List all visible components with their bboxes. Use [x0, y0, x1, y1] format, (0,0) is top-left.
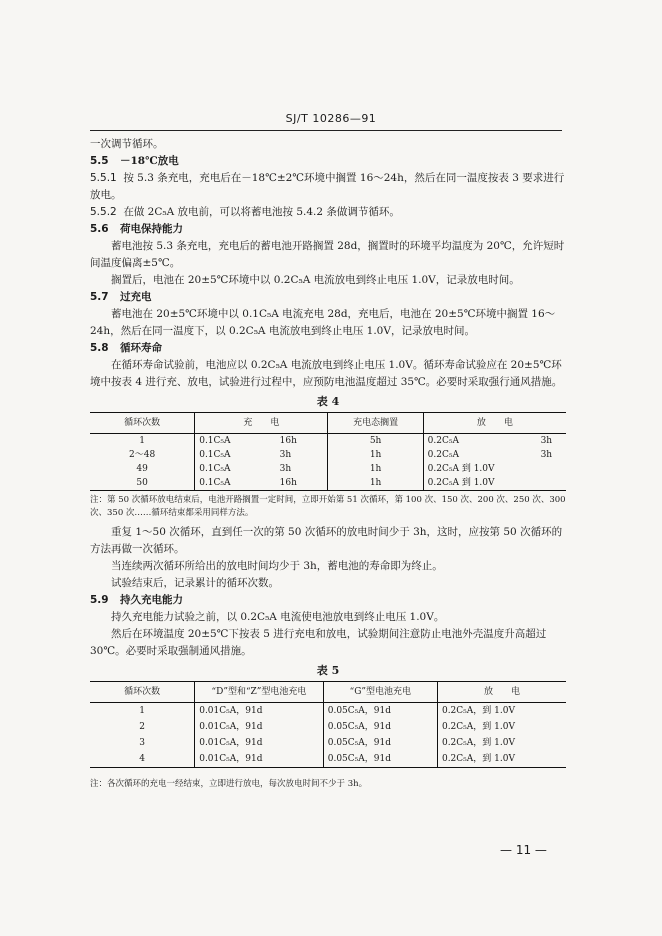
table-5-caption: 表 5	[316, 664, 340, 677]
header-divider	[90, 130, 562, 131]
clause-5-5-2: 5.5.2 在做 2C₅A 放电前，可以将蓄电池按 5.4.2 条做调节循环。	[90, 206, 400, 218]
table-row: 2 0.01C₅A，91d 0.05C₅A，91d 0.2C₅A，到 1.0V	[90, 719, 566, 735]
column-header: “G”型电池充电	[323, 682, 437, 703]
table-4-note: 注：第 50 次循环放电结束后，电池开路搁置一定时间，立即开始第 51 次循环，第 100 次、150 次、200 次、250 次、300 次、350 次……循环结束都采用同样方法。	[90, 495, 566, 518]
table-5	[90, 681, 566, 768]
section-heading-5-8: 5.8 循环寿命	[90, 342, 162, 354]
table-row: 1 0.1C₅A 16h 5h 0.2C₅A 3h	[90, 434, 566, 449]
table-5-note: 注：各次循环的充电一经结束，立即进行放电，每次放电时间不少于 3h。	[90, 779, 368, 789]
table-4	[90, 412, 566, 491]
table-row: 2～48 0.1C₅A 3h 1h 0.2C₅A 3h	[129, 450, 553, 460]
paragraph: 持久充电能力试验之前，以 0.2C₅A 电流使电池放电到终止电压 1.0V。	[111, 611, 445, 623]
paragraph: 当连续两次循环所给出的放电时间均少于 3h，蓄电池的寿命即为终止。	[111, 560, 443, 572]
paragraph: 蓄电池按 5.3 条充电，充电后的蓄电池开路搁置 28d，搁置时的环境平均温度为 20℃，允许短时间温度偏离±5℃。	[90, 240, 565, 269]
paragraph: 在循环寿命试验前，电池应以 0.2C₅A 电流放电到终止电压 1.0V。循环寿命试验应在 20±5℃环境中按表 4 进行充、放电，试验进行过程中，应预防电池温度超过 35℃。必要时采取强行通风措施。	[90, 359, 563, 388]
column-header: 充 电	[195, 413, 328, 434]
table-row: 3 0.01C₅A，91d 0.05C₅A，91d 0.2C₅A，到 1.0V	[90, 735, 566, 751]
page-number: — 11 —	[500, 843, 547, 857]
paragraph: 搁置后，电池在 20±5℃环境中以 0.2C₅A 电流放电到终止电压 1.0V，记录放电时间。	[111, 274, 520, 286]
table-row: 4 0.01C₅A，91d 0.05C₅A，91d 0.2C₅A，到 1.0V	[90, 751, 566, 768]
table-row: 1 0.01C₅A，91d 0.05C₅A，91d 0.2C₅A，到 1.0V	[90, 703, 566, 720]
section-heading-5-6: 5.6 荷电保持能力	[90, 223, 183, 235]
paragraph: 重复 1～50 次循环，直到任一次的第 50 次循环的放电时间少于 3h，这时，应按第 50 次循环的方法再做一次循环。	[90, 526, 563, 555]
paragraph: 蓄电池在 20±5℃环境中以 0.1C₅A 电流充电 28d，充电后，电池在 20±5℃环境中搁置 16～24h，然后在同一温度下，以 0.2C₅A 电流放电到终止电压 1.0V，记录放电时间。	[90, 308, 556, 337]
table-row: 49 0.1C₅A 3h 1h 0.2C₅A 到 1.0V	[90, 462, 566, 476]
column-header: 充电态搁置	[328, 413, 423, 434]
page-header: SJ/T 10286—91	[285, 112, 377, 125]
clause-5-5-1: 5.5.1 按 5.3 条充电，充电后在－18℃±2℃环境中搁置 16～24h，然后在同一温度按表 3 要求进行放电。	[90, 172, 565, 201]
paragraph: 试验结束后，记录累计的循环次数。	[111, 577, 279, 589]
section-heading-5-7: 5.7 过充电	[90, 291, 152, 303]
column-header: 循环次数	[90, 413, 195, 434]
paragraph: 一次调节循环。	[90, 138, 164, 150]
column-header: 循环次数	[90, 682, 195, 703]
paragraph: 然后在环境温度 20±5℃下按表 5 进行充电和放电，试验期间注意防止电池外壳温度升高超过 30℃。必要时采取强制通风措施。	[90, 628, 547, 657]
table-4-caption: 表 4	[316, 395, 340, 408]
section-heading-5-9: 5.9 持久充电能力	[90, 594, 183, 606]
section-heading-5-5: 5.5 －18℃放电	[90, 155, 179, 167]
column-header: 放 电	[437, 682, 566, 703]
column-header: 放 电	[423, 413, 566, 434]
body-text	[90, 136, 566, 795]
column-header: “D”型和“Z”型电池充电	[195, 682, 324, 703]
table-row: 50 0.1C₅A 16h 1h 0.2C₅A 到 1.0V	[90, 476, 566, 491]
